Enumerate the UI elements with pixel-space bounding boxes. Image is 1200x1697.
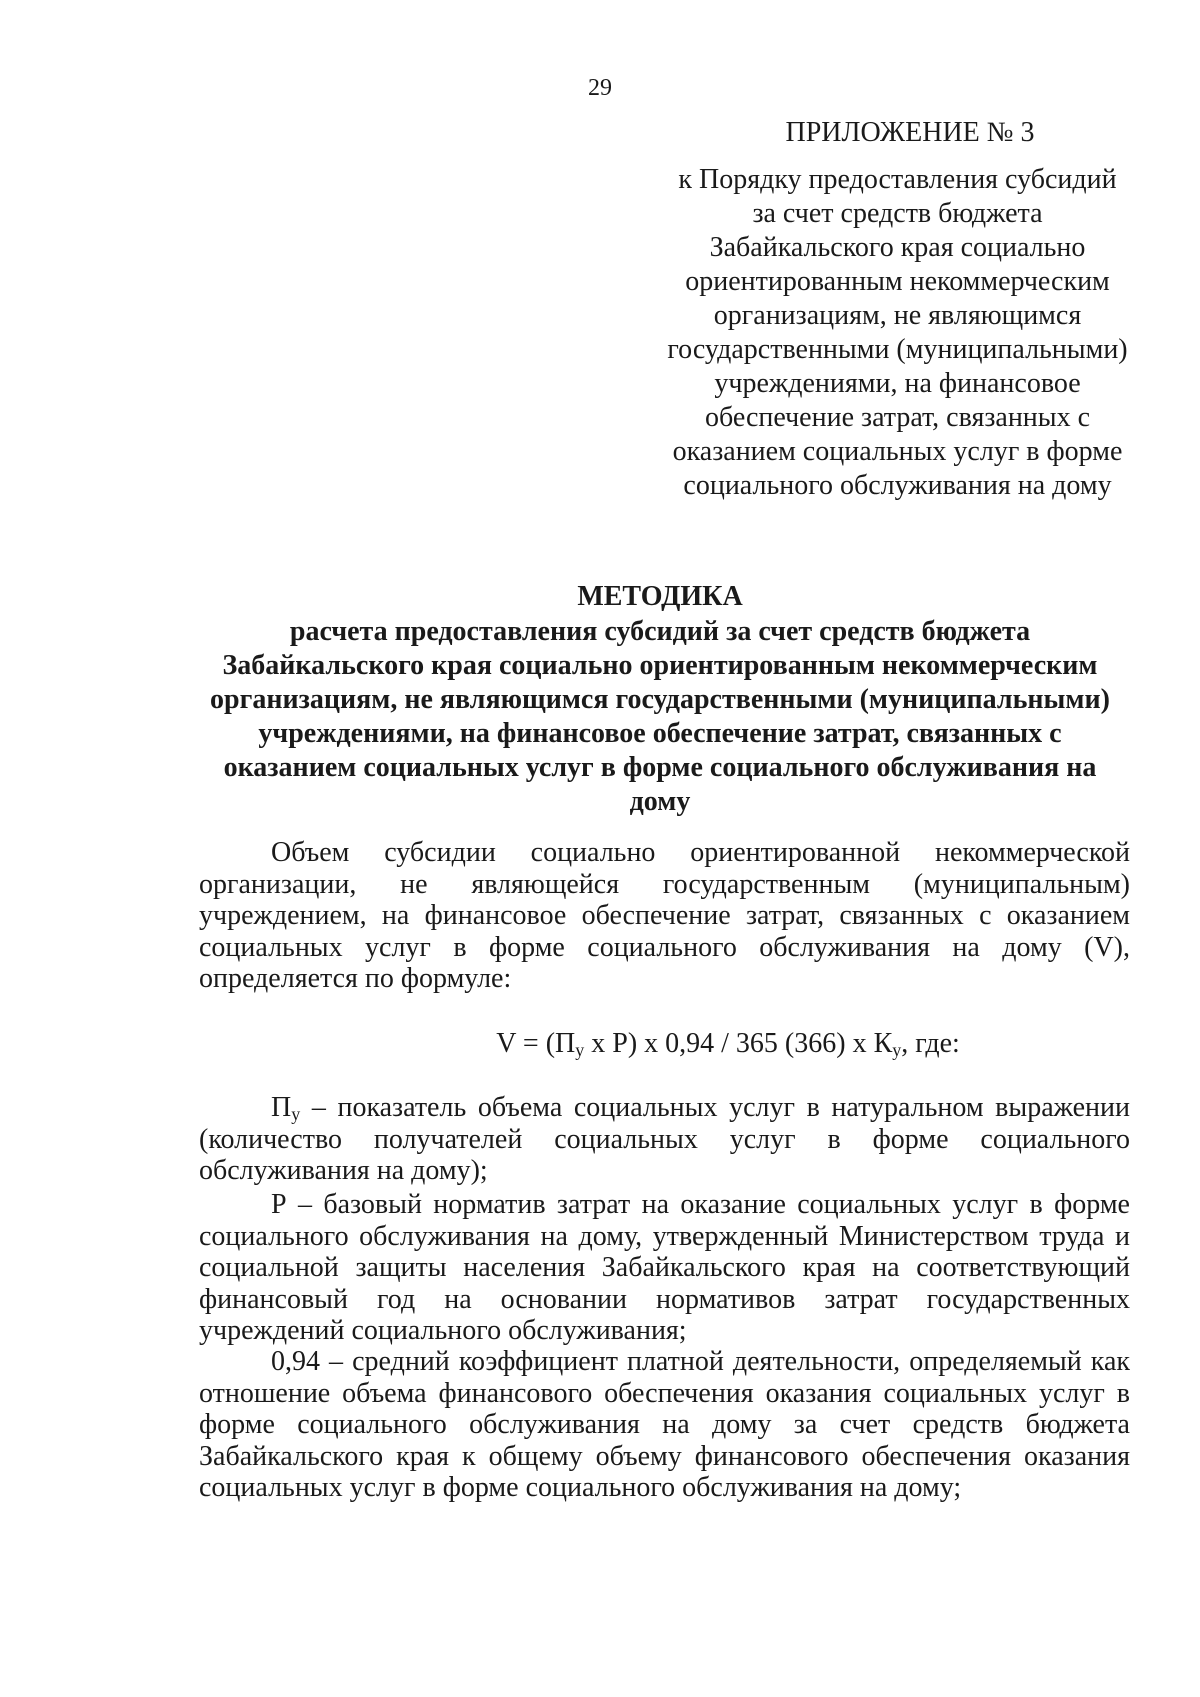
subtitle-line: оказанием социальных услуг в форме социального обслуживания на xyxy=(223,752,1097,783)
appendix-line: организациям, не являющимся xyxy=(713,300,1082,331)
paragraph-line: (количество получателей социальных услуг в форме социального xyxy=(199,1123,1130,1155)
paragraph-line: 0,94 – средний коэффициент платной деятельности, определяемый как xyxy=(271,1346,1130,1377)
appendix-line: за счет средств бюджета xyxy=(752,198,1043,229)
definition-p xyxy=(199,1189,1130,1347)
paragraph-line: социальной защиты населения Забайкальского края на соответствующий xyxy=(199,1252,1130,1283)
subtitle-line: организациям, не являющимся государственными (муниципальными) xyxy=(210,684,1110,715)
formula-suffix: , где: xyxy=(901,1028,960,1059)
paragraph-line: социальных услуг в форме социального обслуживания на дому; xyxy=(199,1472,962,1503)
paragraph-line: организации, не являющейся государственным (муниципальным) xyxy=(199,868,1130,900)
appendix-line: к Порядку предоставления субсидий xyxy=(678,164,1117,195)
appendix-line: учреждениями, на финансовое xyxy=(714,368,1081,399)
methodology-subtitle xyxy=(190,615,1130,819)
appendix-line: государственными (муниципальными) xyxy=(667,334,1128,365)
appendix-line: оказанием социальных услуг в форме xyxy=(672,436,1123,467)
formula-prefix: V = (П xyxy=(496,1028,576,1059)
appendix-line: ориентированным некоммерческим xyxy=(685,266,1110,297)
subtitle-line: расчета предоставления субсидий за счет средств бюджета xyxy=(289,616,1031,647)
paragraph-line: социальных услуг в форме социального обслуживания на дому (V), xyxy=(199,931,1130,963)
paragraph-line: отношение объема финансового обеспечения оказания социальных услуг в xyxy=(199,1377,1130,1409)
paragraph-line: обслуживания на дому); xyxy=(199,1155,488,1186)
paragraph-line: определяется по формуле: xyxy=(199,963,512,994)
methodology-title: МЕТОДИКА xyxy=(577,581,743,612)
paragraph-line: социального обслуживания на дому, утвержденный Министерством труда и xyxy=(199,1220,1130,1252)
paragraph-line: Р – базовый норматив затрат на оказание социальных услуг в форме xyxy=(271,1189,1130,1220)
appendix-line: Забайкальского края социально xyxy=(709,232,1086,263)
definition-text: – показатель объема социальных услуг в натуральном выражении xyxy=(300,1092,1130,1123)
formula-subscript: у xyxy=(575,1040,585,1060)
paragraph-line: учреждением, на финансовое обеспечение затрат, связанных с оказанием xyxy=(199,900,1130,931)
subtitle-line: дому xyxy=(629,786,691,817)
paragraph-line: финансовый год на основании нормативов затрат государственных xyxy=(199,1283,1130,1315)
appendix-description xyxy=(660,163,1135,503)
formula-middle: х Р) х 0,94 / 365 (366) х К xyxy=(584,1028,893,1059)
definition-coefficient xyxy=(199,1346,1130,1504)
subsidy-formula xyxy=(0,1027,1200,1061)
paragraph-line: Объем субсидии социально ориентированной некоммерческой xyxy=(271,837,1130,868)
appendix-title: ПРИЛОЖЕНИЕ № 3 xyxy=(785,117,1035,148)
formula-subscript: у xyxy=(892,1040,902,1060)
appendix-line: социального обслуживания на дому xyxy=(683,470,1112,501)
paragraph-line xyxy=(199,1092,1130,1124)
intro-paragraph xyxy=(199,837,1130,995)
symbol-subscript: у xyxy=(291,1104,301,1124)
definition-pu xyxy=(199,1092,1130,1187)
appendix-line: обеспечение затрат, связанных с xyxy=(704,402,1091,433)
subtitle-line: учреждениями, на финансовое обеспечение затрат, связанных с xyxy=(258,718,1062,749)
page-number: 29 xyxy=(588,75,612,101)
paragraph-line: форме социального обслуживания на дому за счет средств бюджета xyxy=(199,1409,1130,1440)
paragraph-line: Забайкальского края к общему объему финансового обеспечения оказания xyxy=(199,1440,1130,1472)
symbol-p: П xyxy=(271,1092,292,1123)
paragraph-line: учреждений социального обслуживания; xyxy=(199,1315,687,1346)
subtitle-line: Забайкальского края социально ориентированным некоммерческим xyxy=(222,650,1098,681)
